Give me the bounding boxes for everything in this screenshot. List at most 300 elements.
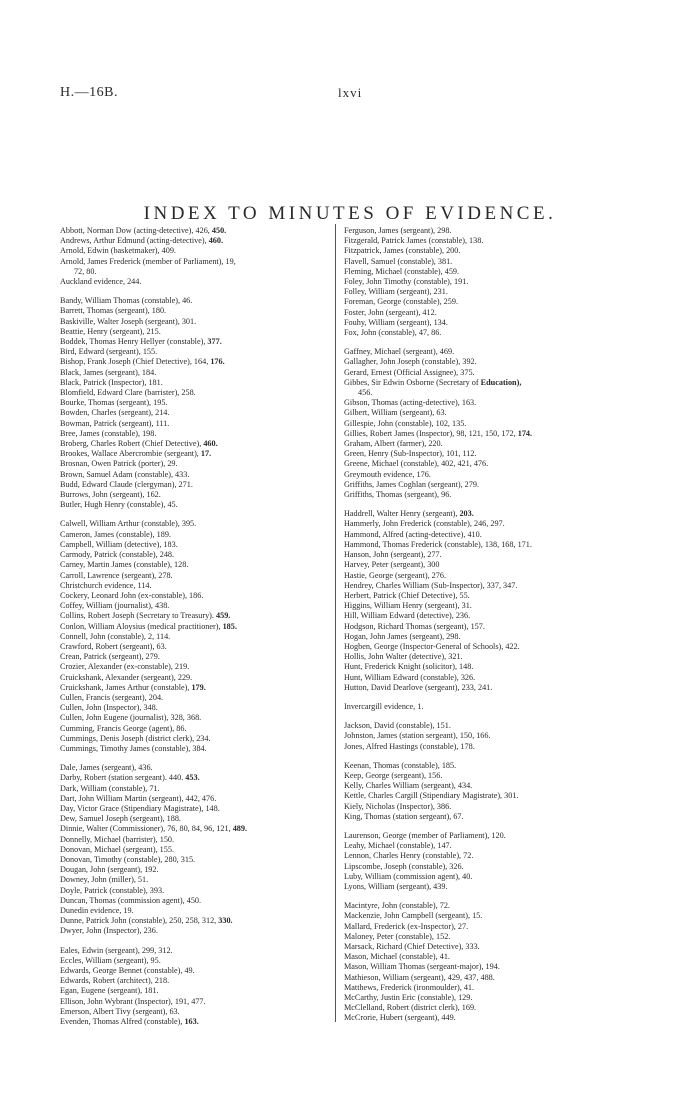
index-entry	[60, 327, 330, 337]
index-entry-bold-page: 203.	[459, 509, 474, 519]
index-entry	[60, 986, 330, 996]
index-entry	[344, 287, 636, 297]
index-entry	[344, 632, 636, 642]
index-entry	[60, 673, 330, 683]
index-entry-text: Cumming, Francis George (agent), 86.	[60, 723, 187, 733]
index-entry	[60, 875, 330, 885]
index-entry	[60, 1017, 330, 1027]
index-entry-text: Boddek, Thomas Henry Hellyer (constable),	[60, 337, 208, 347]
index-entry	[60, 1007, 330, 1017]
index-entry-text: Dunne, Patrick John (constable), 250, 258, 312,	[60, 916, 219, 926]
index-entry-text: Keep, George (sergeant), 156.	[344, 770, 443, 780]
index-entry	[344, 901, 636, 911]
index-entry-text: Greymouth evidence, 176.	[344, 469, 431, 479]
index-entry-text: Hunt, William Edward (constable), 326.	[344, 672, 476, 682]
index-entry-text: Collins, Robert Joseph (Secretary to Treasury).	[60, 611, 216, 621]
index-entry	[60, 470, 330, 480]
index-entry-text: Dale, James (sergeant), 436.	[60, 763, 153, 773]
index-entry	[60, 429, 330, 439]
index-entry	[60, 519, 330, 529]
index-entry-text: Mason, Michael (constable), 41.	[344, 952, 450, 962]
index-entry	[344, 378, 636, 388]
index-entry-text: Lipscombe, Joseph (constable), 326.	[344, 861, 464, 871]
index-entry	[60, 459, 330, 469]
index-entry-text: Fitzpatrick, James (constable), 200.	[344, 246, 461, 256]
index-entry-text: Matthews, Frederick (ironmoulder), 41.	[344, 982, 475, 992]
index-entry-text: Coffey, William (journalist), 438.	[60, 601, 170, 611]
index-entry-text: Dinnie, Walter (Commissioner), 76, 80, 84, 96, 121,	[60, 824, 233, 834]
index-entry	[60, 926, 330, 936]
index-entry-text: Carroll, Lawrence (sergeant), 278.	[60, 570, 173, 580]
index-entry	[60, 886, 330, 896]
index-entry-text: Hollis, John Walter (detective), 321.	[344, 652, 463, 662]
index-entry-text: Cummings, Denis Joseph (district clerk), 234.	[60, 733, 211, 743]
page-number: lxvi	[338, 85, 363, 100]
index-entry-text: Gaffney, Michael (sergeant), 469.	[344, 347, 455, 357]
index-entry-text: Dew, Samuel Joseph (sergeant), 188.	[60, 814, 181, 824]
index-entry	[60, 601, 330, 611]
index-entry	[60, 662, 330, 672]
index-entry-text: Hastie, George (sergeant), 276.	[344, 570, 447, 580]
index-entry-text: Gerard, Ernest (Official Assignee), 375.	[344, 367, 475, 377]
index-entry	[344, 449, 636, 459]
index-entry	[60, 317, 330, 327]
index-entry-text: Hanson, John (sergeant), 277.	[344, 550, 442, 560]
index-entry	[60, 490, 330, 500]
index-entry	[344, 540, 636, 550]
index-entry-text: Kelly, Charles William (sergeant), 434.	[344, 781, 473, 791]
index-entry-text: Lennon, Charles Henry (constable), 72.	[344, 851, 474, 861]
index-entry	[60, 814, 330, 824]
index-entry-text: Dart, John William Martin (sergeant), 442, 476.	[60, 793, 217, 803]
index-entry-text: Hogben, George (Inspector-General of Schools), 422.	[344, 641, 520, 651]
index-entry-text: Cullen, John (Inspector), 348.	[60, 703, 158, 713]
index-entry-text: Greene, Michael (constable), 402, 421, 476.	[344, 459, 489, 469]
index-entry	[344, 761, 636, 771]
index-column-left	[60, 226, 330, 1036]
index-entry	[344, 932, 636, 942]
index-entry	[344, 1013, 636, 1023]
index-entry-text: Downey, John (miller), 51.	[60, 875, 149, 885]
index-entry-text: Calwell, William Arthur (constable), 395.	[60, 519, 197, 529]
index-entry	[344, 601, 636, 611]
index-entry-text: Jones, Alfred Hastings (constable), 178.	[344, 741, 475, 751]
index-letter-group	[60, 519, 330, 754]
index-entry-text: Day, Victor Grace (Stipendiary Magistrate), 148.	[60, 803, 220, 813]
index-entry-text: Doyle, Patrick (constable), 393.	[60, 885, 165, 895]
index-entry	[60, 632, 330, 642]
index-entry	[344, 973, 636, 983]
index-entry-text: Duncan, Thomas (commission agent), 450.	[60, 895, 202, 905]
index-entry	[344, 642, 636, 652]
index-entry	[344, 519, 636, 529]
index-entry	[60, 652, 330, 662]
index-entry	[60, 388, 330, 398]
index-entry	[344, 398, 636, 408]
index-entry-text: McCarthy, Justin Eric (constable), 129.	[344, 993, 473, 1003]
index-entry	[60, 277, 330, 287]
index-entry	[60, 530, 330, 540]
index-entry-text: Egan, Eugene (sergeant), 181.	[60, 986, 159, 996]
index-entry-text: Graham, Albert (farmer), 220.	[344, 439, 443, 449]
index-entry-text: Fitzgerald, Patrick James (constable), 138.	[344, 236, 484, 246]
index-entry-text: Black, Patrick (Inspector), 181.	[60, 377, 163, 387]
index-entry-text: Kiely, Nicholas (Inspector), 386.	[344, 801, 452, 811]
index-entry-text: Auckland evidence, 244.	[60, 277, 142, 287]
index-entry-text: Fouhy, William (sergeant), 134.	[344, 317, 448, 327]
index-entry	[344, 721, 636, 731]
index-entry	[344, 236, 636, 246]
index-entry	[60, 906, 330, 916]
index-entry	[60, 378, 330, 388]
index-entry-text: Hendrey, Charles William (Sub-Inspector), 337, 347.	[344, 580, 518, 590]
index-entry	[60, 357, 330, 367]
index-entry	[344, 962, 636, 972]
index-entry	[344, 267, 636, 277]
index-letter-group	[344, 702, 636, 712]
index-entry	[344, 993, 636, 1003]
index-entry	[344, 812, 636, 822]
index-entry-text: Griffiths, James Coghlan (sergeant), 279.	[344, 479, 479, 489]
index-letter-group	[60, 946, 330, 1028]
index-entry	[344, 581, 636, 591]
column-divider	[335, 224, 336, 1022]
index-entry-text: Mathieson, William (sergeant), 429, 437, 488.	[344, 972, 495, 982]
index-entry-text: Hunt, Frederick Knight (solicitor), 148.	[344, 662, 474, 672]
index-entry-text: Macintyre, John (constable), 72.	[344, 901, 450, 911]
index-entry	[344, 439, 636, 449]
index-letter-group	[344, 226, 636, 338]
index-entry-text: Gilbert, William (sergeant), 63.	[344, 408, 447, 418]
index-entry	[60, 419, 330, 429]
index-entry-text: Flavell, Samuel (constable), 381.	[344, 256, 453, 266]
index-entry	[344, 942, 636, 952]
index-entry	[344, 652, 636, 662]
index-entry-text: Cockery, Leonard John (ex-constable), 186.	[60, 590, 204, 600]
index-entry	[60, 896, 330, 906]
index-entry	[60, 855, 330, 865]
index-entry-bold-page: 179.	[191, 682, 206, 692]
index-entry	[60, 560, 330, 570]
index-entry	[344, 851, 636, 861]
index-entry-text: Christchurch evidence, 114.	[60, 580, 152, 590]
index-entry	[60, 824, 330, 834]
index-entry	[60, 622, 330, 632]
index-entry	[344, 673, 636, 683]
index-entry	[344, 347, 636, 357]
index-entry-text: Burrows, John (sergeant), 162.	[60, 490, 161, 500]
index-entry-text: Beattie, Henry (sergeant), 215.	[60, 326, 161, 336]
index-entry	[344, 480, 636, 490]
index-entry	[344, 791, 636, 801]
index-entry	[60, 703, 330, 713]
index-entry	[344, 509, 636, 519]
index-entry-text: Ferguson, James (sergeant), 298.	[344, 226, 452, 235]
index-entry	[60, 713, 330, 723]
index-entry-text: Griffiths, Thomas (sergeant), 96.	[344, 490, 452, 500]
index-entry-text: Eales, Edwin (sergeant), 299, 312.	[60, 945, 173, 955]
index-entry	[60, 408, 330, 418]
index-entry-text: Mason, William Thomas (sergeant-major), 194.	[344, 962, 500, 972]
index-entry	[344, 742, 636, 752]
index-entry	[344, 1003, 636, 1013]
index-letter-group	[344, 901, 636, 1023]
index-entry-text: Crozier, Alexander (ex-constable), 219.	[60, 662, 190, 672]
index-entry-text: Johnston, James (station sergeant), 150, 166.	[344, 731, 491, 741]
index-entry-text: Ellison, John Wybrant (Inspector), 191, 477.	[60, 996, 206, 1006]
index-entry	[344, 368, 636, 378]
index-entry-text: Higgins, William Henry (sergeant), 31.	[344, 601, 472, 611]
index-entry-text: Folley, William (sergeant), 231.	[344, 287, 448, 297]
index-letter-group	[344, 761, 636, 822]
index-entry-text: Bree, James (constable), 198.	[60, 428, 157, 438]
index-entry	[60, 773, 330, 783]
index-entry	[344, 226, 636, 236]
index-entry	[60, 591, 330, 601]
index-entry-text: 456.	[358, 388, 373, 398]
index-entry	[60, 744, 330, 754]
index-entry-text: Arnold, Edwin (basketmaker), 409.	[60, 246, 176, 256]
index-entry-bold-page: 450.	[211, 226, 227, 235]
index-entry	[344, 408, 636, 418]
index-entry-text: Brosnan, Owen Patrick (porter), 29.	[60, 459, 178, 469]
index-entry-text: Crean, Patrick (sergeant), 279.	[60, 652, 160, 662]
index-entry-text: Keenan, Thomas (constable), 185.	[344, 760, 457, 770]
index-entry-text: Hutton, David Dearlove (sergeant), 233, 241.	[344, 682, 493, 692]
index-entry-text: Edwards, Robert (architect), 218.	[60, 976, 170, 986]
index-entry-text: Dwyer, John (Inspector), 236.	[60, 926, 158, 936]
index-letter-group	[344, 347, 636, 500]
index-entry-text: Mallard, Frederick (ex-Inspector), 27.	[344, 921, 469, 931]
index-entry-text: Leahy, Michael (constable), 147.	[344, 841, 452, 851]
index-entry	[344, 429, 636, 439]
index-entry-text: Fox, John (constable), 47, 86.	[344, 328, 442, 338]
index-entry	[60, 693, 330, 703]
index-entry	[344, 702, 636, 712]
index-entry	[60, 480, 330, 490]
index-entry-text: Gillies, Robert James (Inspector), 98, 121, 150, 172,	[344, 428, 518, 438]
index-entry	[344, 872, 636, 882]
index-entry	[60, 946, 330, 956]
index-entry	[60, 734, 330, 744]
index-entry	[60, 845, 330, 855]
index-entry-text: Hodgson, Richard Thomas (sergeant), 157.	[344, 621, 485, 631]
index-entry	[344, 388, 636, 398]
index-entry-text: Broberg, Charles Robert (Chief Detective),	[60, 439, 204, 449]
index-entry-text: Gallagher, John Joseph (constable), 392.	[344, 357, 477, 367]
index-entry-text: Edwards, George Bennet (constable), 49.	[60, 966, 195, 976]
index-entry-text: Mackenzie, John Campbell (sergeant), 15.	[344, 911, 483, 921]
index-entry	[60, 683, 330, 693]
index-letter-group	[60, 763, 330, 936]
index-entry	[60, 267, 330, 277]
index-entry-text: Hill, William Edward (detective), 236.	[344, 611, 471, 621]
index-entry-bold-page: 174.	[517, 428, 533, 438]
index-entry-bold-page: 185.	[222, 621, 237, 631]
index-entry-text: Cummings, Timothy James (constable), 384.	[60, 743, 207, 753]
document-code: H.—16B.	[60, 85, 118, 100]
index-entry-text: Laurenson, George (member of Parliament), 120.	[344, 830, 506, 840]
index-entry-text: Bourke, Thomas (sergeant), 195.	[60, 398, 168, 408]
index-entry-text: Blomfield, Edward Clare (barrister), 258.	[60, 388, 196, 398]
index-entry-text: Bandy, William Thomas (constable), 46.	[60, 296, 193, 306]
index-entry	[344, 257, 636, 267]
index-entry-text: Donovan, Michael (sergeant), 155.	[60, 844, 174, 854]
index-entry-text: McClelland, Robert (district clerk), 169.	[344, 1003, 477, 1013]
index-entry	[60, 571, 330, 581]
index-entry	[344, 277, 636, 287]
index-entry-bold-page: 176.	[210, 357, 225, 367]
index-entry	[60, 226, 330, 236]
index-entry-text: Lyons, William (sergeant), 439.	[344, 881, 448, 891]
index-entry	[60, 956, 330, 966]
index-entry-text: Hammond, Thomas Frederick (constable), 138, 168, 171.	[344, 539, 532, 549]
index-entry-bold-page: 377.	[207, 337, 222, 347]
page-title: INDEX TO MINUTES OF EVIDENCE.	[143, 202, 557, 224]
index-entry	[344, 470, 636, 480]
index-entry	[344, 297, 636, 307]
index-entry-text: Foley, John Timothy (constable), 191.	[344, 277, 469, 287]
index-entry	[60, 500, 330, 510]
index-entry	[60, 794, 330, 804]
index-entry-text: Maloney, Peter (constable), 152.	[344, 931, 451, 941]
index-letter-group	[60, 296, 330, 510]
index-entry	[60, 763, 330, 773]
index-letter-group	[344, 721, 636, 752]
index-entry-text: Brookes, Wallace Abercrombie (sergeant),	[60, 449, 201, 459]
index-entry-text: 72, 80.	[74, 266, 97, 276]
index-entry-text: Jackson, David (constable), 151.	[344, 721, 451, 731]
index-entry-text: Hammond, Alfred (acting-detective), 410.	[344, 529, 482, 539]
index-entry	[60, 368, 330, 378]
index-entry-bold-page: 330.	[218, 916, 233, 926]
index-entry-text: Andrews, Arthur Edmund (acting-detective),	[60, 236, 209, 246]
index-entry	[344, 771, 636, 781]
index-entry	[344, 662, 636, 672]
index-entry	[344, 550, 636, 560]
index-entry-text: Haddrell, Walter Henry (sergeant),	[344, 509, 460, 519]
index-entry-bold-page: 459.	[216, 611, 231, 621]
index-entry	[344, 952, 636, 962]
index-entry-text: Baskiville, Walter Joseph (sergeant), 301.	[60, 316, 197, 326]
index-entry	[60, 581, 330, 591]
index-entry-text: Hogan, John James (sergeant), 298.	[344, 631, 461, 641]
index-entry-text: Kettle, Charles Cargill (Stipendiary Magistrate), 301.	[344, 791, 519, 801]
index-entry	[60, 916, 330, 926]
index-entry-text: Darby, Robert (station sergeant). 440.	[60, 773, 186, 783]
index-entry	[344, 571, 636, 581]
index-entry	[344, 611, 636, 621]
index-entry	[60, 611, 330, 621]
index-entry-text: Abbott, Norman Dow (acting-detective), 426,	[60, 226, 212, 235]
index-entry-text: Budd, Edward Claude (clergyman), 271.	[60, 479, 193, 489]
index-entry-text: Cameron, James (constable), 189.	[60, 529, 171, 539]
index-entry-text: Harvey, Peter (sergeant), 300	[344, 560, 440, 570]
index-entry	[60, 296, 330, 306]
index-entry	[344, 318, 636, 328]
index-entry-text: Connell, John (constable), 2, 114.	[60, 631, 171, 641]
index-entry	[60, 398, 330, 408]
index-entry	[60, 966, 330, 976]
index-entry	[60, 347, 330, 357]
index-entry-text: Bird, Edward (sergeant), 155.	[60, 347, 158, 357]
index-entry	[344, 911, 636, 921]
index-entry	[60, 236, 330, 246]
index-entry-text: Fleming, Michael (constable), 459.	[344, 266, 460, 276]
index-entry	[60, 540, 330, 550]
index-entry-text: Dunedin evidence, 19.	[60, 906, 134, 915]
index-entry-text: King, Thomas (station sergeant), 67.	[344, 811, 464, 821]
index-entry	[344, 781, 636, 791]
index-entry	[344, 591, 636, 601]
index-entry	[344, 983, 636, 993]
index-entry	[60, 997, 330, 1007]
index-entry	[60, 865, 330, 875]
index-entry-text: Conlon, William Aloysius (medical practitioner),	[60, 621, 223, 631]
index-entry	[60, 976, 330, 986]
index-entry-text: Dougan, John (sergeant), 192.	[60, 865, 159, 875]
index-column-right	[344, 226, 636, 1033]
index-entry	[344, 882, 636, 892]
index-entry	[60, 835, 330, 845]
index-entry-text: Crawford, Robert (sergeant), 63.	[60, 641, 167, 651]
index-entry-bold-page: 460.	[203, 439, 218, 449]
index-entry-bold-page: 453.	[185, 773, 200, 783]
index-entry	[60, 439, 330, 449]
index-entry	[60, 246, 330, 256]
index-entry-bold-page: 17.	[200, 449, 212, 459]
index-entry	[344, 731, 636, 741]
index-entry-text: Foster, John (sergeant), 412.	[344, 307, 437, 317]
index-entry-text: Dark, William (constable), 71.	[60, 783, 160, 793]
index-entry-text: Green, Henry (Sub-Inspector), 101, 112.	[344, 449, 477, 459]
index-letter-group	[344, 509, 636, 693]
index-entry	[60, 550, 330, 560]
index-entry-text: Arnold, James Frederick (member of Parliament), 19,	[60, 256, 236, 266]
index-entry-bold-page: 489.	[232, 824, 248, 834]
index-entry	[60, 337, 330, 347]
index-entry	[344, 683, 636, 693]
index-entry-text: Invercargill evidence, 1.	[344, 701, 424, 711]
index-entry-text: Luby, William (commission agent), 40.	[344, 871, 473, 881]
index-entry	[60, 724, 330, 734]
index-entry-bold-page: 163.	[184, 1017, 199, 1027]
index-entry-text: Butler, Hugh Henry (constable), 45.	[60, 500, 178, 510]
index-entry-text: Donnelly, Michael (barrister), 150.	[60, 834, 175, 844]
index-entry-bold-page: 460.	[208, 236, 224, 246]
index-entry-text: Cullen, John Eugene (journalist), 328, 368.	[60, 713, 202, 723]
index-entry	[344, 459, 636, 469]
index-entry-text: Carmody, Patrick (constable), 248.	[60, 550, 175, 560]
index-entry	[60, 257, 330, 267]
index-entry-text: Gibson, Thomas (acting-detective), 163.	[344, 398, 477, 408]
index-entry-text: Marsack, Richard (Chief Detective), 333.	[344, 942, 480, 951]
index-entry	[344, 802, 636, 812]
index-entry	[344, 622, 636, 632]
index-entry	[60, 306, 330, 316]
index-entry	[344, 831, 636, 841]
index-entry	[344, 308, 636, 318]
index-entry-bold-page: Education),	[480, 377, 522, 387]
index-entry	[60, 784, 330, 794]
index-letter-group	[344, 831, 636, 892]
index-entry	[344, 328, 636, 338]
index-entry-text: Black, James (sergeant), 184.	[60, 367, 157, 377]
index-entry-text: Bowden, Charles (sergeant), 214.	[60, 408, 170, 418]
index-entry	[344, 490, 636, 500]
index-entry-text: Bowman, Patrick (sergeant), 111.	[60, 418, 170, 428]
index-entry	[344, 841, 636, 851]
